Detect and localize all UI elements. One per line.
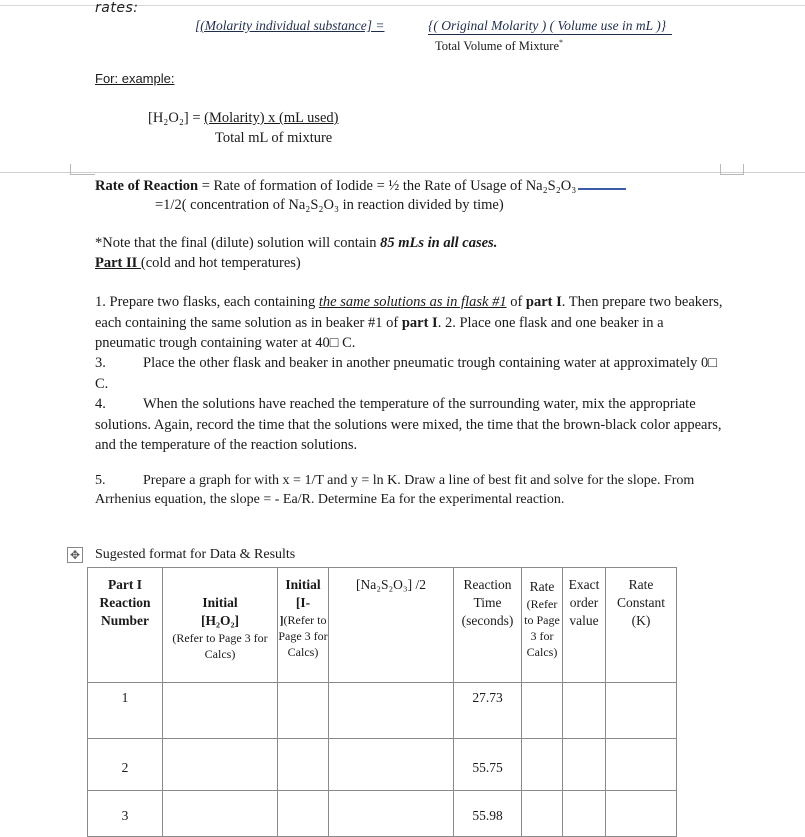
header-na2s2o3-half: [Na₂S₂O₃] /2: [329, 568, 454, 683]
cell-iodide[interactable]: [278, 791, 329, 837]
header-reaction-time: Reaction Time (seconds): [454, 568, 522, 683]
cell-rate[interactable]: [522, 683, 563, 739]
header-part1-reaction-number: Part I Reaction Number: [88, 568, 163, 683]
page-break-line: [0, 172, 805, 173]
header-initial-h2o2: Initial [H₂O₂] (Refer to Page 3 for Calcs): [163, 568, 278, 683]
step-1-2: 1. Prepare two flasks, each containing the same solutions as in flask #1 of part I. Then prepare two beakers, each containing the same solution as in beaker #1 of part I. 2. Place one flask and one beaker in a pneumatic trough containing water at 40□ C.: [95, 294, 723, 351]
cell-na2s2o3[interactable]: [329, 791, 454, 837]
cell-reaction-number[interactable]: 1: [88, 683, 163, 739]
example-formula-numerator: [H₂O₂] = (Molarity) x (mL used): [148, 110, 339, 126]
step-4: 4. When the solutions have reached the temperature of the surrounding water, mix the appropriate solutions. Again, record the time that the solutions were mixed, the time that the brown-black color appears, and the temperature of the reaction solutions.: [95, 396, 722, 453]
step-3: 3. Place the other flask and beaker in another pneumatic trough containing water at approximately 0□ C.: [95, 355, 718, 392]
cell-rate[interactable]: [522, 791, 563, 837]
cell-h2o2[interactable]: [163, 739, 278, 791]
cell-reaction-time[interactable]: 55.75: [454, 739, 522, 791]
cell-iodide[interactable]: [278, 739, 329, 791]
example-formula-denominator: Total mL of mixture: [215, 130, 333, 146]
cell-iodide[interactable]: [278, 683, 329, 739]
rates-heading: rates:: [95, 0, 139, 16]
cell-order[interactable]: [563, 739, 606, 791]
example-label: For: example:: [95, 71, 175, 86]
data-results-table: [87, 567, 677, 837]
step-5: 5. Prepare a graph for with x = 1/T and y = ln K. Draw a line of best fit and solve for the slope. From Arrhenius equation, the slope = - Ea/R. Determine Ea for the experimental reaction.: [95, 473, 695, 507]
cell-rate-constant[interactable]: [606, 739, 677, 791]
molarity-formula-denominator: Total Volume of Mixture*: [435, 38, 563, 54]
dilution-note: *Note that the final (dilute) solution will contain 85 mLs in all cases.: [95, 235, 498, 251]
molarity-formula-lhs: [(Molarity individual substance] =: [195, 18, 385, 33]
cell-h2o2[interactable]: [163, 683, 278, 739]
cell-rate-constant[interactable]: [606, 791, 677, 837]
cell-reaction-time[interactable]: 55.98: [454, 791, 522, 837]
cell-rate[interactable]: [522, 739, 563, 791]
molarity-formula-numerator: {( Original Molarity ) ( Volume use in mL )}: [428, 18, 672, 35]
rate-of-reaction-line2: =1/2( concentration of Na₂S₂O₃ in reaction divided by time): [155, 197, 504, 213]
page-corner-left: [70, 164, 95, 175]
table-row: [88, 683, 677, 739]
cell-reaction-number[interactable]: 3: [88, 791, 163, 837]
part2-heading: Part II (cold and hot temperatures): [95, 255, 301, 271]
header-rate: Rate (Refer to Page 3 for Calcs): [522, 568, 563, 683]
table-caption: Sugested format for Data & Results: [95, 547, 296, 562]
cell-reaction-time[interactable]: 27.73: [454, 683, 522, 739]
cell-reaction-number[interactable]: 2: [88, 739, 163, 791]
cell-h2o2[interactable]: [163, 791, 278, 837]
table-row: [88, 791, 677, 837]
header-rate-constant: Rate Constant (K): [606, 568, 677, 683]
table-move-handle-icon[interactable]: ✥: [67, 547, 83, 563]
header-initial-iodide: Initial [I- ](Refer to Page 3 for Calcs): [278, 568, 329, 683]
cell-order[interactable]: [563, 683, 606, 739]
cell-na2s2o3[interactable]: [329, 739, 454, 791]
cell-rate-constant[interactable]: [606, 683, 677, 739]
rate-of-reaction-definition: Rate of Reaction = Rate of formation of Iodide = ½ the Rate of Usage of Na₂S₂O₃: [95, 178, 626, 195]
table-header-row: [88, 568, 677, 683]
cell-na2s2o3[interactable]: [329, 683, 454, 739]
table-row: [88, 739, 677, 791]
cell-order[interactable]: [563, 791, 606, 837]
page-corner-right: [720, 164, 744, 175]
header-exact-order: Exact order value: [563, 568, 606, 683]
